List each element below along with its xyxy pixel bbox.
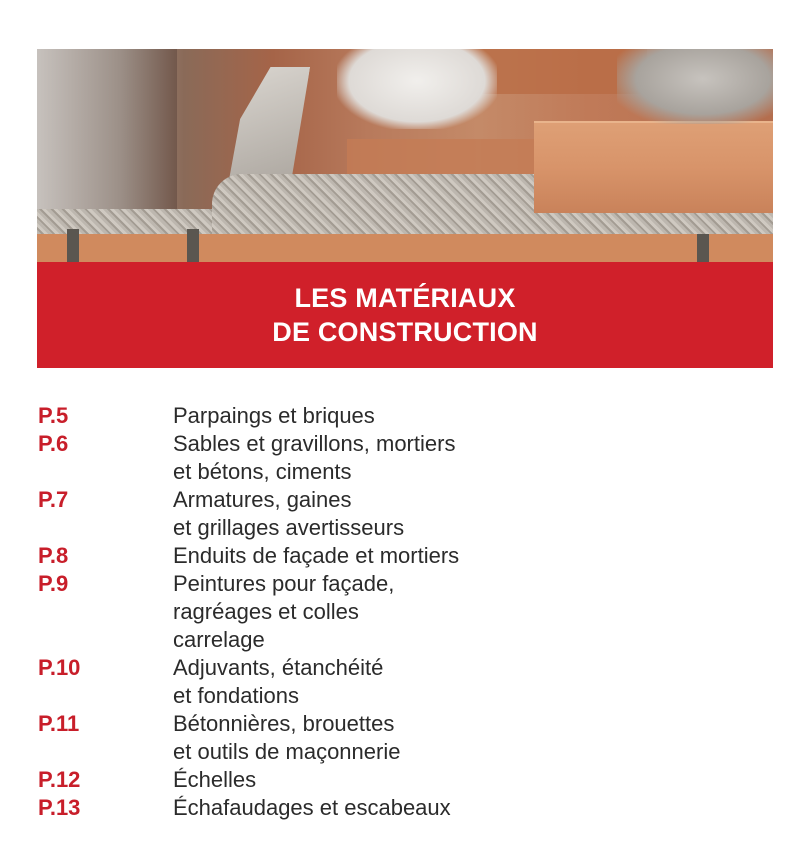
toc-page-number: P.6 — [38, 431, 69, 456]
toc-page-number: P.9 — [38, 571, 69, 596]
toc-entry-label: Armatures, gaines — [173, 487, 352, 512]
toc-entry-label: carrelage — [173, 627, 265, 652]
toc-entry[interactable] — [38, 542, 778, 570]
section-title-banner — [37, 262, 773, 368]
toc-entry[interactable] — [38, 570, 778, 654]
table-of-contents — [38, 402, 778, 822]
toc-entry-label: et bétons, ciments — [173, 459, 352, 484]
toc-page-number: P.7 — [38, 487, 69, 512]
toc-page-number: P.12 — [38, 767, 81, 792]
toc-entry[interactable] — [38, 794, 778, 822]
toc-page-number: P.10 — [38, 655, 81, 680]
toc-entry-label: et grillages avertisseurs — [173, 515, 405, 540]
toc-entry-label: Sables et gravillons, mortiers — [173, 431, 456, 456]
toc-entry[interactable] — [38, 430, 778, 486]
toc-page-number: P.13 — [38, 795, 81, 820]
section-title-line-2: DE CONSTRUCTION — [272, 317, 538, 347]
photo-mortar-joint — [187, 229, 199, 262]
photo-glove-right — [617, 49, 773, 124]
toc-entry[interactable] — [38, 486, 778, 542]
toc-page-number: P.5 — [38, 403, 69, 428]
toc-entry-label: Parpaings et briques — [173, 403, 375, 428]
toc-entry-label: Adjuvants, étanchéité — [173, 655, 384, 680]
toc-entry[interactable] — [38, 654, 778, 710]
toc-entry-label: Échafaudages et escabeaux — [173, 795, 451, 820]
photo-brick — [534, 121, 773, 213]
toc-page-number: P.8 — [38, 543, 69, 568]
toc-entry-label: Échelles — [173, 767, 257, 792]
photo-glove-left — [337, 49, 497, 129]
photo-mortar-joint — [67, 229, 79, 262]
toc-entry-label: Peintures pour façade, — [173, 571, 395, 596]
toc-entry-label: et fondations — [173, 683, 299, 708]
header-photo — [37, 49, 773, 262]
section-title-line-1: LES MATÉRIAUX — [294, 283, 516, 313]
photo-background-blur — [37, 49, 177, 219]
toc-entry-label: Bétonnières, brouettes — [173, 711, 395, 736]
toc-page-number: P.11 — [38, 711, 80, 736]
toc-entry[interactable] — [38, 710, 778, 766]
toc-entry-label: Enduits de façade et mortiers — [173, 543, 460, 568]
photo-brick-row — [37, 234, 773, 262]
toc-entry-label: et outils de maçonnerie — [173, 739, 401, 764]
toc-entry[interactable] — [38, 402, 778, 430]
toc-entry-label: ragréages et colles — [173, 599, 359, 624]
toc-entry[interactable] — [38, 766, 778, 794]
